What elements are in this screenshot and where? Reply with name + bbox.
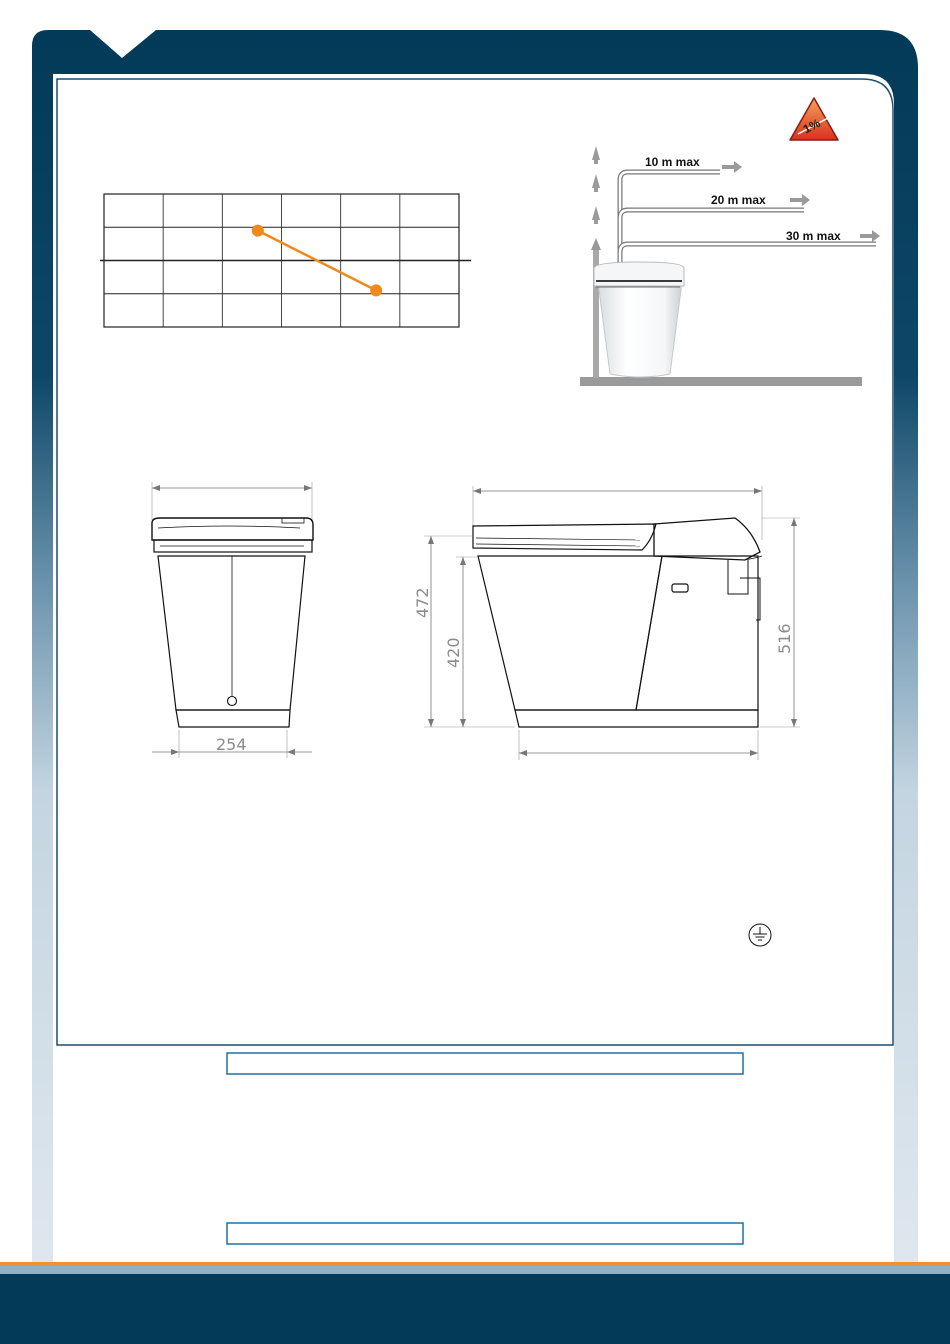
- slope-badge-text: 1%: [800, 115, 823, 137]
- pipe-label-20m: 20 m max: [711, 193, 766, 207]
- content-panel: [53, 74, 894, 1262]
- pipe-label-10m: 10 m max: [645, 155, 700, 169]
- chart-point: [370, 284, 382, 296]
- label-box-top: [227, 1053, 743, 1074]
- footer-bar: [0, 1262, 950, 1344]
- toilet-lid-photo: [594, 262, 684, 286]
- seat-height-label: 472: [413, 587, 432, 618]
- floor-bar: [580, 377, 862, 386]
- total-height-label: 516: [775, 623, 794, 654]
- pipe-label-30m: 30 m max: [786, 229, 841, 243]
- label-box-bottom: [227, 1223, 743, 1244]
- toilet-bowl-photo: [598, 282, 682, 377]
- bowl-height-label: 420: [444, 637, 463, 668]
- front-base-width-label: 254: [216, 735, 247, 754]
- chart-point: [252, 225, 264, 237]
